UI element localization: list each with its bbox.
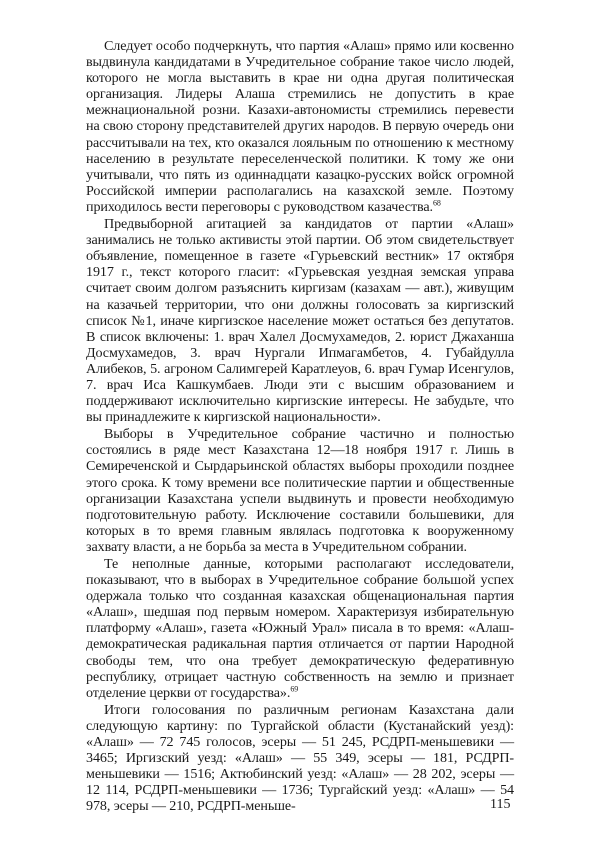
paragraph-text: Те неполные данные, которыми располагают исследователи, показывают, что в выборах в Учредительное собрание большой успех одержала только что созданная казахская общенациональная партия «Алаш», шедшая под первым номером. Характеризуя избирательную платформу «Алаш», газета «Южный Урал» писала в то время: «Алаш-демократическая радикальная партия отличается от партии Народной свободы тем, что она требует демократическую федеративную республику, отрицает частную собственность на землю и признает отделение церкви от государства». bbox=[86, 556, 514, 701]
page-number: 115 bbox=[490, 797, 511, 812]
paragraph-5 bbox=[86, 702, 514, 815]
paragraph-text: Предвыборной агитацией за кандидатов от партии «Алаш» занимались не только активисты этой партии. Об этом свидетельствует объявление, помещенное в газете «Гурьевский вестник» 17 октября 1917 г., текст которого гласит: «Гурьевская уездная земская управа считает своим долгом разъяснить киргизам (казахам — авт.), живущим на казачьей территории, что они должны голосовать за киргизский список №1, иначе киргизское население может остаться без депутатов. В список включены: 1. врач Халел Досмухамедов, 2. юрист Джаханша Досмухамедов, 3. врач Нургали Ипмагамбетов, 4. Губайдулла Алибеков, 5. агроном Салимгерей Каратлеуов, 6. врач Гумар Исенгулов, 7. врач Иса Кашкумбаев. Люди эти с высшим образованием и поддерживают исключительно киргизские интересы. Не забудьте, что вы принадлежите к киргизской национальности». bbox=[86, 216, 514, 426]
paragraph-text: Следует особо подчеркнуть, что партия «Алаш» прямо или косвенно выдвинула кандидатами в Учредительное собрание такое число людей, которого не могла выставить в крае ни одна другая политическая организация. Лидеры Алаша стремились не допустить в крае межнациональной розни. Казахи-автономисты стремились перевести на свою сторону представителей других народов. В первую очередь они рассчитывали на тех, кто оказался лояльным по отношению к местному населению в результате переселенческой политики. К тому же они учитывали, что пять из одиннадцати казацко-русских войск огромной Российской империи располагались на казахской земле. Поэтому приходилось вести переговоры с руководством казачества. bbox=[86, 38, 514, 215]
paragraph-2 bbox=[86, 216, 514, 425]
paragraph-4 bbox=[86, 556, 514, 701]
paragraph-3 bbox=[86, 426, 514, 555]
footnote-marker: 69 bbox=[290, 684, 299, 694]
page-body bbox=[86, 38, 514, 816]
paragraph-1 bbox=[86, 38, 514, 215]
paragraph-text: Итоги голосования по различным регионам Казахстана дали следующую картину: по Тургайской области (Кустанайский уезд): «Алаш» — 72 745 голосов, эсеры — 51 245, РСДРП-меньшевики — 3465; Иргизский уезд: «Алаш» — 55 349, эсеры — 181, РСДРП-меньшевики — 1516; Актюбинский уезд: «Алаш» — 28 202, эсеры — 12 114, РСДРП-меньшевики — 1736; Тургайский уезд: «Алаш» — 54 978, эсеры — 210, РСДРП-меньше- bbox=[86, 701, 514, 815]
paragraph-text: Выборы в Учредительное собрание частично и полностью состоялись в ряде мест Казахстана 12—18 ноября 1917 г. Лишь в Семиреченской и Сырдарьинской областях выборы проходили позднее этого срока. К тому времени все политические партии и общественные организации Казахстана успели выдвинуть и провести необходимую подготовительную работу. Исключение составили большевики, для которых в то время главным являлась подготовка к вооруженному захвату власти, а не борьба за места в Учредительном собрании. bbox=[86, 426, 514, 555]
footnote-marker: 68 bbox=[432, 198, 441, 208]
